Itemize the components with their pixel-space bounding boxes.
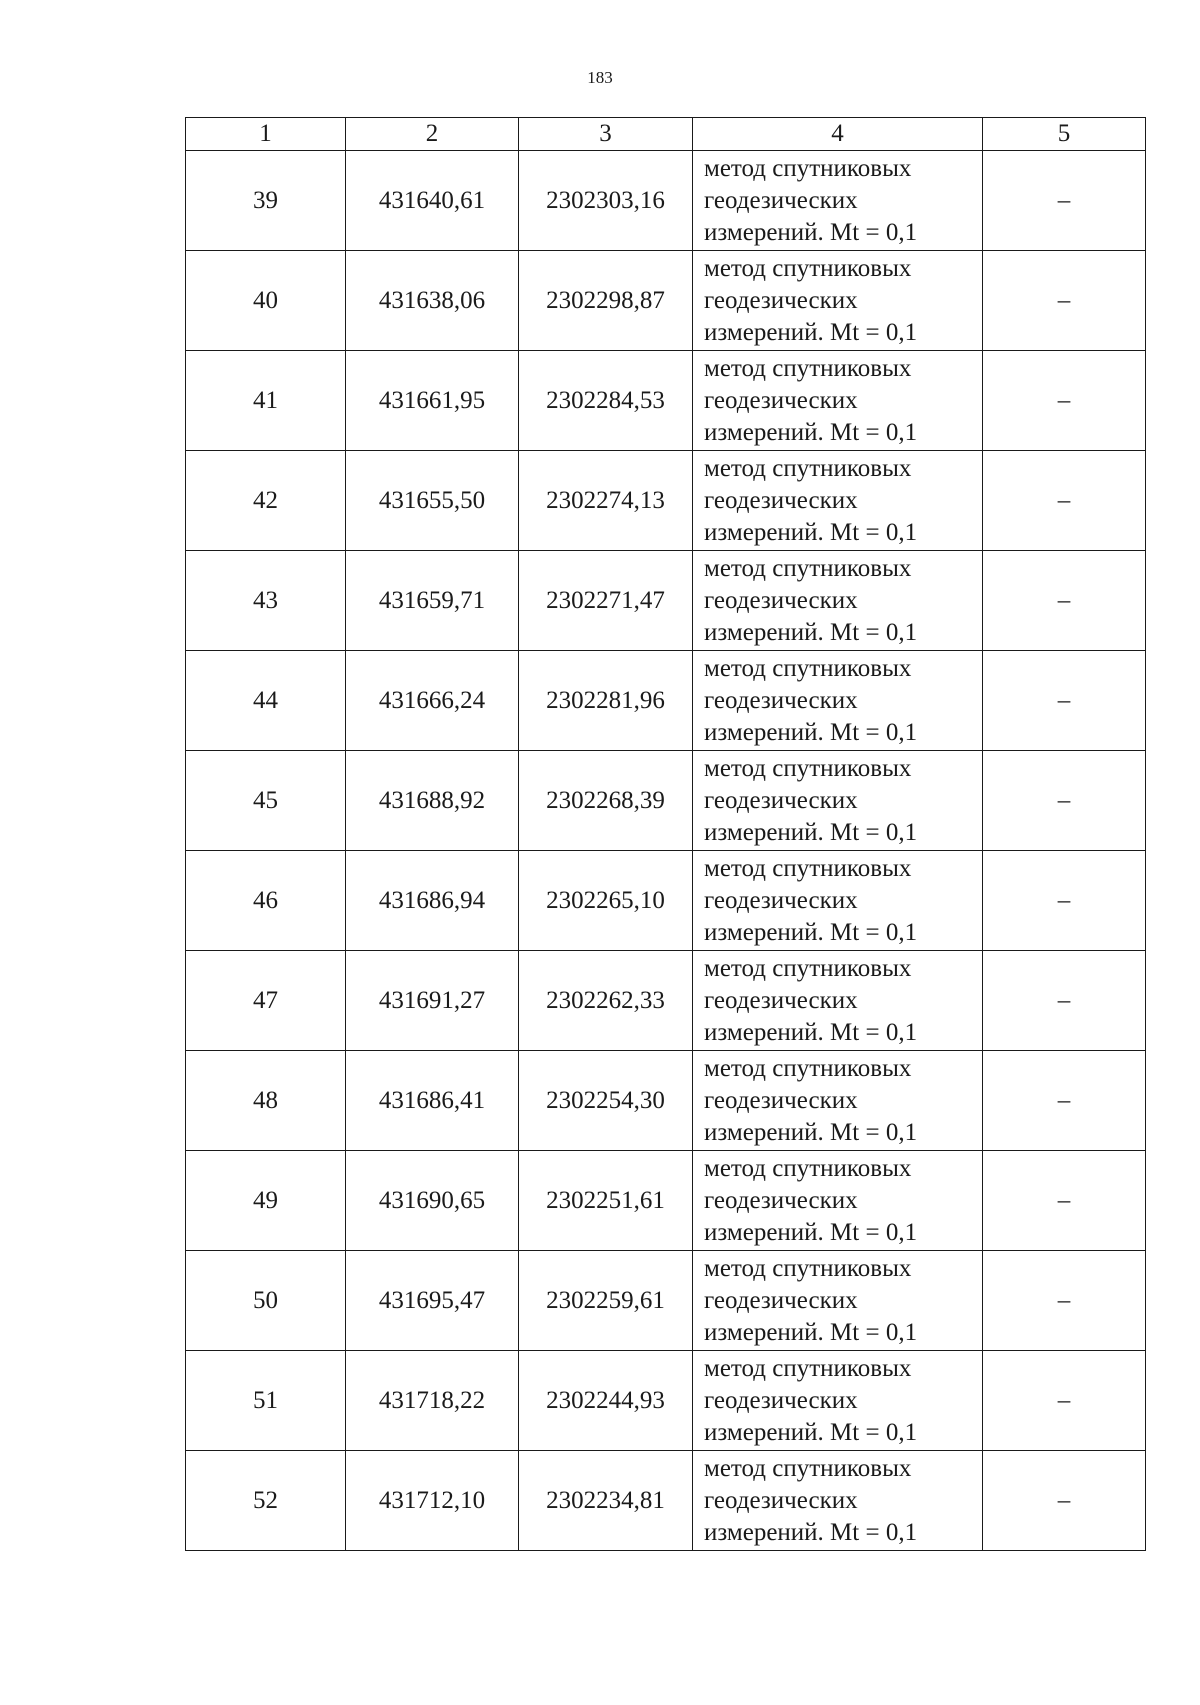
x-coordinate-cell: 431659,71 [346,551,519,651]
note-cell: – [983,551,1146,651]
method-cell [693,751,983,851]
method-cell [693,551,983,651]
method-line: метод спутниковых [704,554,912,582]
method-line: измерений. Mt = 0,1 [704,918,918,946]
method-line: метод спутниковых [704,1054,912,1082]
method-line: геодезических [704,886,858,914]
x-coordinate-cell: 431655,50 [346,451,519,551]
table-row [186,1051,1146,1151]
method-line: геодезических [704,1086,858,1114]
point-number-cell: 47 [186,951,346,1051]
point-number-cell: 43 [186,551,346,651]
coordinates-table [185,117,1146,1551]
method-line: геодезических [704,786,858,814]
note-cell: – [983,1151,1146,1251]
method-line: геодезических [704,1486,858,1514]
y-coordinate-cell: 2302303,16 [519,151,693,251]
x-coordinate-cell: 431686,94 [346,851,519,951]
point-number-cell: 45 [186,751,346,851]
table-row [186,1151,1146,1251]
method-line: измерений. Mt = 0,1 [704,618,918,646]
table-row [186,251,1146,351]
y-coordinate-cell: 2302281,96 [519,651,693,751]
method-line: метод спутниковых [704,1254,912,1282]
y-coordinate-cell: 2302234,81 [519,1451,693,1551]
x-coordinate-cell: 431638,06 [346,251,519,351]
table-row [186,1251,1146,1351]
point-number-cell: 46 [186,851,346,951]
method-line: измерений. Mt = 0,1 [704,318,918,346]
y-coordinate-cell: 2302251,61 [519,1151,693,1251]
method-line: метод спутниковых [704,454,912,482]
note-cell: – [983,1451,1146,1551]
table-row [186,1451,1146,1551]
note-cell: – [983,251,1146,351]
method-cell [693,1251,983,1351]
note-cell: – [983,951,1146,1051]
note-cell: – [983,151,1146,251]
method-line: измерений. Mt = 0,1 [704,1418,918,1446]
method-cell [693,651,983,751]
table-row [186,451,1146,551]
table-row [186,651,1146,751]
column-header-3: 3 [519,118,693,151]
note-cell: – [983,1251,1146,1351]
page-number: 183 [587,68,613,87]
note-cell: – [983,851,1146,951]
table-row [186,951,1146,1051]
method-line: метод спутниковых [704,954,912,982]
method-cell [693,351,983,451]
method-line: геодезических [704,1386,858,1414]
method-line: измерений. Mt = 0,1 [704,818,918,846]
table-header-row [186,118,1146,151]
method-cell [693,851,983,951]
y-coordinate-cell: 2302244,93 [519,1351,693,1451]
note-cell: – [983,751,1146,851]
method-line: геодезических [704,486,858,514]
point-number-cell: 44 [186,651,346,751]
method-line: измерений. Mt = 0,1 [704,1118,918,1146]
method-cell [693,951,983,1051]
method-line: метод спутниковых [704,1354,912,1382]
method-cell [693,451,983,551]
method-line: геодезических [704,1286,858,1314]
table-row [186,551,1146,651]
column-header-2: 2 [346,118,519,151]
method-line: измерений. Mt = 0,1 [704,518,918,546]
y-coordinate-cell: 2302274,13 [519,451,693,551]
point-number-cell: 42 [186,451,346,551]
method-cell [693,1151,983,1251]
y-coordinate-cell: 2302254,30 [519,1051,693,1151]
note-cell: – [983,1051,1146,1151]
x-coordinate-cell: 431718,22 [346,1351,519,1451]
y-coordinate-cell: 2302259,61 [519,1251,693,1351]
method-line: геодезических [704,986,858,1014]
method-line: геодезических [704,686,858,714]
method-line: метод спутниковых [704,354,912,382]
note-cell: – [983,351,1146,451]
x-coordinate-cell: 431686,41 [346,1051,519,1151]
x-coordinate-cell: 431666,24 [346,651,519,751]
y-coordinate-cell: 2302268,39 [519,751,693,851]
method-cell [693,1451,983,1551]
table-row [186,751,1146,851]
y-coordinate-cell: 2302298,87 [519,251,693,351]
point-number-cell: 48 [186,1051,346,1151]
method-line: измерений. Mt = 0,1 [704,1218,918,1246]
method-cell [693,1051,983,1151]
column-header-4: 4 [693,118,983,151]
table-row [186,351,1146,451]
method-line: метод спутниковых [704,154,912,182]
column-header-5: 5 [983,118,1146,151]
method-line: геодезических [704,586,858,614]
method-line: измерений. Mt = 0,1 [704,218,918,246]
method-cell [693,151,983,251]
method-line: измерений. Mt = 0,1 [704,718,918,746]
method-cell [693,251,983,351]
point-number-cell: 49 [186,1151,346,1251]
method-line: геодезических [704,1186,858,1214]
point-number-cell: 39 [186,151,346,251]
note-cell: – [983,451,1146,551]
method-line: метод спутниковых [704,754,912,782]
method-line: измерений. Mt = 0,1 [704,418,918,446]
method-line: метод спутниковых [704,1154,912,1182]
table-row [186,851,1146,951]
method-line: метод спутниковых [704,1454,912,1482]
x-coordinate-cell: 431712,10 [346,1451,519,1551]
x-coordinate-cell: 431690,65 [346,1151,519,1251]
point-number-cell: 40 [186,251,346,351]
x-coordinate-cell: 431691,27 [346,951,519,1051]
table-row [186,151,1146,251]
column-header-1: 1 [186,118,346,151]
method-cell [693,1351,983,1451]
y-coordinate-cell: 2302284,53 [519,351,693,451]
x-coordinate-cell: 431661,95 [346,351,519,451]
method-line: метод спутниковых [704,254,912,282]
point-number-cell: 52 [186,1451,346,1551]
point-number-cell: 51 [186,1351,346,1451]
point-number-cell: 41 [186,351,346,451]
y-coordinate-cell: 2302265,10 [519,851,693,951]
method-line: геодезических [704,286,858,314]
x-coordinate-cell: 431640,61 [346,151,519,251]
y-coordinate-cell: 2302262,33 [519,951,693,1051]
table-row [186,1351,1146,1451]
method-line: геодезических [704,386,858,414]
point-number-cell: 50 [186,1251,346,1351]
note-cell: – [983,1351,1146,1451]
method-line: измерений. Mt = 0,1 [704,1518,918,1546]
x-coordinate-cell: 431688,92 [346,751,519,851]
method-line: метод спутниковых [704,654,912,682]
note-cell: – [983,651,1146,751]
table-body [186,151,1146,1551]
x-coordinate-cell: 431695,47 [346,1251,519,1351]
method-line: метод спутниковых [704,854,912,882]
method-line: геодезических [704,186,858,214]
y-coordinate-cell: 2302271,47 [519,551,693,651]
method-line: измерений. Mt = 0,1 [704,1018,918,1046]
method-line: измерений. Mt = 0,1 [704,1318,918,1346]
